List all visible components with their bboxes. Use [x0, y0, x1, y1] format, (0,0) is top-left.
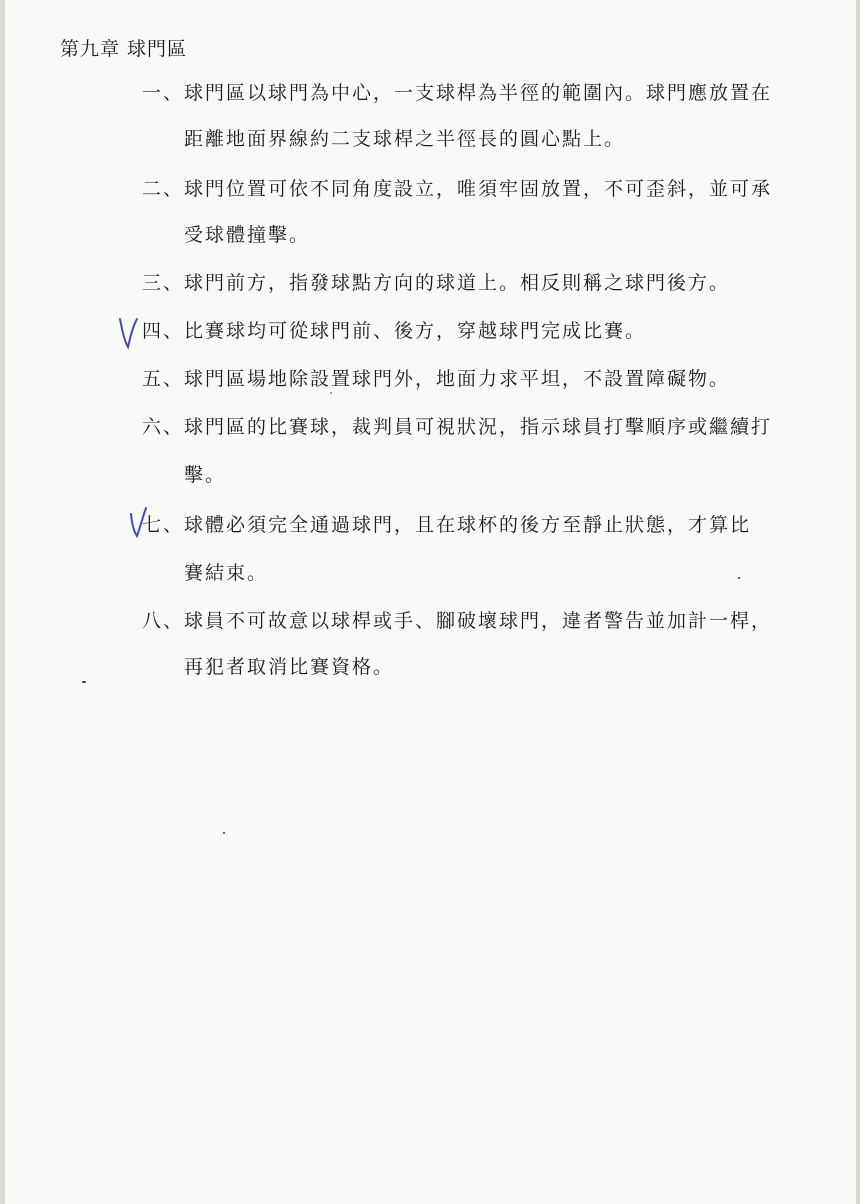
item-2-line-1: 二、球門位置可依不同角度設立，唯須牢固放置，不可歪斜，並可承 — [142, 178, 773, 200]
item-4-line-1: 四、比賽球均可從球門前、後方，穿越球門完成比賽。 — [142, 320, 647, 342]
item-2-line-2: 受球體撞擊。 — [184, 224, 311, 246]
scan-speck — [738, 577, 740, 579]
scan-edge-left — [0, 0, 5, 1204]
scan-speck — [82, 681, 86, 683]
scan-edge-right — [856, 0, 860, 1204]
scan-speck — [330, 392, 332, 394]
item-6-line-1: 六、球門區的比賽球，裁判員可視狀況，指示球員打擊順序或繼續打 — [142, 416, 773, 438]
checkmark-icon — [117, 316, 139, 350]
item-1-line-2: 距離地面界線約二支球桿之半徑長的圓心點上。 — [184, 128, 626, 150]
item-6-line-2: 擊。 — [184, 464, 227, 486]
item-7-line-1: 七、球體必須完全通過球門，且在球杯的後方至靜止狀態，才算比 — [142, 514, 752, 536]
item-5-line-1: 五、球門區場地除設置球門外，地面力求平坦，不設置障礙物。 — [142, 368, 731, 390]
item-8-line-1: 八、球員不可故意以球桿或手、腳破壞球門，違者警告並加計一桿， — [142, 610, 773, 632]
item-1-line-1: 一、球門區以球門為中心，一支球桿為半徑的範圍內。球門應放置在 — [142, 82, 773, 104]
item-7-line-2: 賽結束。 — [184, 562, 269, 584]
item-8-line-2: 再犯者取消比賽資格。 — [184, 656, 395, 678]
item-3-line-1: 三、球門前方，指發球點方向的球道上。相反則稱之球門後方。 — [142, 272, 731, 294]
chapter-title: 第九章 球門區 — [60, 38, 188, 60]
scan-speck — [223, 832, 225, 834]
